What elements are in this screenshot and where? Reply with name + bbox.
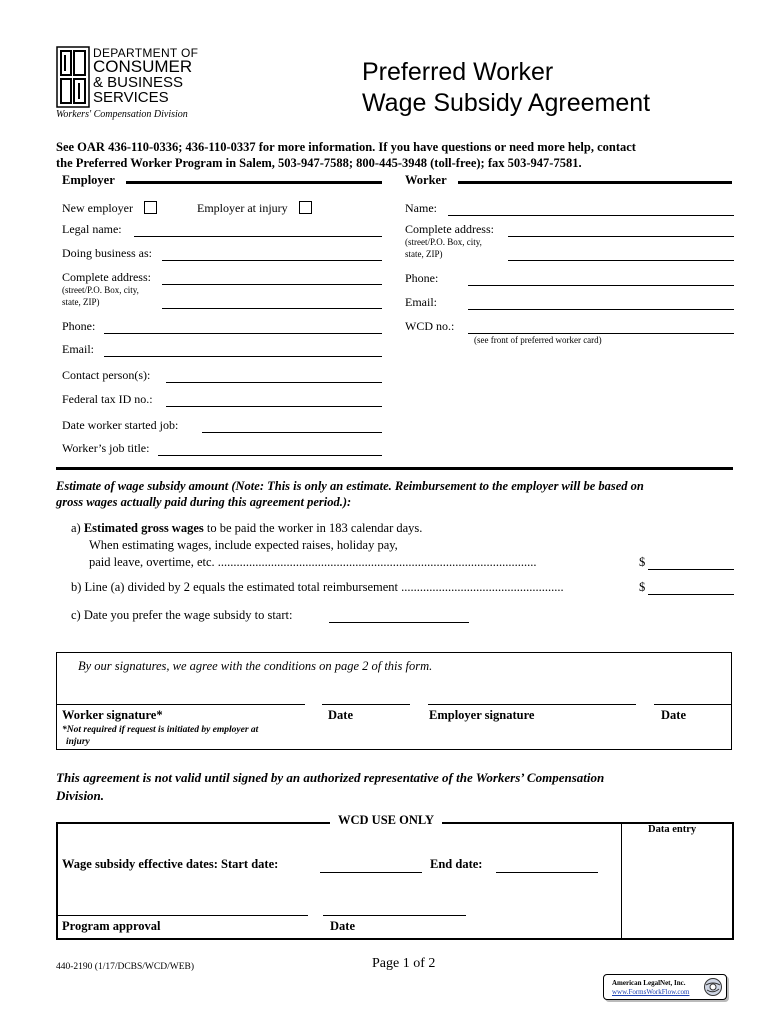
worker-phone-field[interactable]	[468, 285, 734, 286]
worker-address-hint-2: state, ZIP)	[405, 249, 443, 259]
date-worker-started-field[interactable]	[202, 432, 382, 433]
new-employer-label: New employer	[62, 201, 133, 215]
page-title-line2: Wage Subsidy Agreement	[362, 89, 651, 117]
federal-tax-id-field[interactable]	[166, 406, 382, 407]
employer-address-field-1[interactable]	[162, 284, 382, 285]
signature-note-line2: injury	[66, 737, 90, 747]
worker-heading-bar	[458, 181, 732, 184]
doing-business-as-label: Doing business as:	[62, 246, 152, 260]
new-employer-checkbox[interactable]	[144, 201, 157, 214]
employer-email-field[interactable]	[104, 356, 382, 357]
estimate-a-line2: When estimating wages, include expected raises, holiday pay,	[89, 538, 398, 552]
worker-phone-label: Phone:	[405, 271, 439, 285]
worker-date-label: Date	[328, 708, 353, 722]
date-worker-started-label: Date worker started job:	[62, 418, 179, 432]
employer-heading: Employer	[62, 173, 115, 187]
employer-phone-field[interactable]	[104, 333, 382, 334]
worker-heading: Worker	[405, 173, 447, 187]
end-date-field[interactable]	[496, 872, 598, 873]
estimate-b-text: b) Line (a) divided by 2 equals the estimated total reimbursement ....................................................	[71, 580, 564, 594]
worker-address-hint-1: (street/P.O. Box, city,	[405, 237, 482, 247]
wcd-no-hint: (see front of preferred worker card)	[474, 335, 602, 345]
estimate-a-line3: paid leave, overtime, etc. ......................................................................................................	[89, 555, 537, 569]
data-entry-label: Data entry	[648, 824, 697, 835]
intro-line2: the Preferred Worker Program in Salem, 503-947-7588; 800-445-3948 (toll-free); fax 503-947-7581.	[56, 156, 582, 170]
legal-name-field[interactable]	[134, 236, 382, 237]
page-title-line1: Preferred Worker	[362, 58, 554, 86]
worker-signature-label: Worker signature*	[62, 708, 163, 722]
estimated-gross-wages-field[interactable]	[648, 569, 734, 570]
wcd-no-field[interactable]	[468, 333, 734, 334]
dcbs-logo-mark-icon	[56, 46, 90, 108]
preferred-start-date-field[interactable]	[329, 622, 469, 623]
worker-date-line[interactable]	[322, 704, 410, 705]
worker-address-field-1[interactable]	[508, 236, 734, 237]
logo-division: Workers' Compensation Division	[56, 109, 188, 120]
section-divider	[56, 467, 733, 470]
estimate-a-line1	[71, 521, 422, 536]
employer-address-hint-2: state, ZIP)	[62, 297, 100, 307]
estimate-a-dollar: $	[639, 555, 646, 569]
publisher-line2[interactable]: www.FormsWorkFlow.com	[612, 988, 690, 996]
estimate-a-bold: Estimated gross wages	[83, 521, 204, 535]
worker-address-label: Complete address:	[405, 222, 494, 236]
doing-business-as-field[interactable]	[162, 260, 382, 261]
approval-date-line[interactable]	[323, 915, 466, 916]
employer-at-injury-label: Employer at injury	[197, 201, 288, 215]
start-date-field[interactable]	[320, 872, 422, 873]
worker-name-label: Name:	[405, 201, 437, 215]
program-approval-label: Program approval	[62, 919, 161, 933]
estimate-a-prefix: a)	[71, 521, 81, 535]
data-entry-box	[621, 822, 734, 940]
effective-dates-label: Wage subsidy effective dates: Start date:	[62, 857, 279, 871]
worker-email-label: Email:	[405, 295, 437, 309]
logo-department-line4: SERVICES	[93, 89, 169, 106]
estimate-heading-line1: Estimate of wage subsidy amount (Note: This is only an estimate. Reimbursement to the employer will be based on	[56, 479, 644, 493]
end-date-label: End date:	[430, 857, 483, 871]
contact-persons-field[interactable]	[166, 382, 382, 383]
intro-line1: See OAR 436-110-0336; 436-110-0337 for more information. If you have questions or need more help, contact	[56, 140, 636, 154]
logo-department-line3: & BUSINESS	[93, 74, 184, 91]
workers-job-title-field[interactable]	[158, 455, 382, 456]
worker-signature-line[interactable]	[57, 704, 305, 705]
workers-job-title-label: Worker’s job title:	[62, 441, 150, 455]
estimate-b-dollar: $	[639, 580, 646, 594]
employer-email-label: Email:	[62, 342, 94, 356]
approval-date-label: Date	[330, 919, 355, 933]
program-approval-line[interactable]	[58, 915, 308, 916]
contact-persons-label: Contact person(s):	[62, 368, 151, 382]
estimate-heading-line2: gross wages actually paid during this agreement period.):	[56, 495, 352, 509]
dcbs-logo	[56, 44, 206, 110]
legal-name-label: Legal name:	[62, 222, 122, 236]
logo-department-line1: DEPARTMENT OF	[93, 46, 199, 60]
employer-signature-label: Employer signature	[429, 708, 535, 722]
publisher-globe-icon	[703, 977, 723, 997]
logo-department-line2: CONSUMER	[93, 57, 193, 76]
wcd-no-label: WCD no.:	[405, 319, 455, 333]
publisher-badge[interactable]	[603, 974, 727, 1000]
employer-date-line[interactable]	[654, 704, 731, 705]
signature-note-line1: *Not required if request is initiated by employer at	[62, 725, 259, 735]
wcd-use-heading: WCD USE ONLY	[330, 813, 442, 828]
employer-address-label: Complete address:	[62, 270, 151, 284]
estimate-a-rest: to be paid the worker in 183 calendar days.	[203, 521, 423, 535]
estimate-c-text: c) Date you prefer the wage subsidy to start:	[71, 608, 293, 622]
employer-signature-line[interactable]	[428, 704, 636, 705]
signature-agreement-text: By our signatures, we agree with the conditions on page 2 of this form.	[78, 659, 433, 673]
worker-email-field[interactable]	[468, 309, 734, 310]
validity-line2: Division.	[56, 788, 105, 803]
employer-address-hint-1: (street/P.O. Box, city,	[62, 285, 139, 295]
employer-heading-bar	[126, 181, 382, 184]
federal-tax-id-label: Federal tax ID no.:	[62, 392, 153, 406]
page-number: Page 1 of 2	[372, 956, 436, 971]
validity-line1: This agreement is not valid until signed by an authorized representative of the Workers’ Compensation	[56, 770, 605, 785]
employer-phone-label: Phone:	[62, 319, 96, 333]
employer-date-label: Date	[661, 708, 686, 722]
estimated-reimbursement-field[interactable]	[648, 594, 734, 595]
worker-name-field[interactable]	[448, 215, 734, 216]
employer-at-injury-checkbox[interactable]	[299, 201, 312, 214]
employer-address-field-2[interactable]	[162, 308, 382, 309]
worker-address-field-2[interactable]	[508, 260, 734, 261]
form-number: 440-2190 (1/17/DCBS/WCD/WEB)	[56, 962, 195, 972]
publisher-line1: American LegalNet, Inc.	[612, 979, 686, 987]
